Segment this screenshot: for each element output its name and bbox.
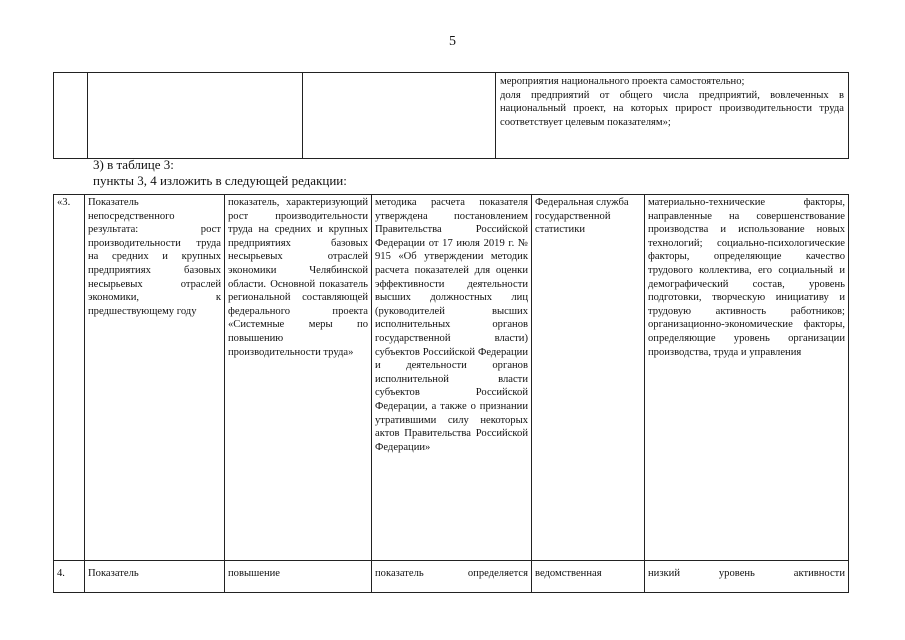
table-cell-text (496, 73, 849, 159)
instruction-line: пункты 3, 4 изложить в следующей редакции: (93, 173, 347, 188)
source-cell: ведомственная (532, 561, 645, 593)
factors-cell: низкий уровень активности (645, 561, 849, 593)
indicator-cell: Показатель (85, 561, 225, 593)
table-row (54, 73, 849, 159)
continued-table-fragment (53, 72, 849, 159)
factors-cell: материально-технические факторы, направленные на совершенствование производства и использование новых технологий; социально-психологические факторы, определяющие качество трудового коллектива, его социальный и демографический состав, уровень подготовки, творческую инициативу и трудовую активность работников; организационно-экономические факторы, определяющие уровень организации производства, труда и управления (645, 195, 849, 561)
paragraph: мероприятия национального проекта самостоятельно; (500, 76, 745, 87)
row-number: «3. (54, 195, 85, 561)
source-cell: Федеральная служба государственной статистики (532, 195, 645, 561)
table-row (54, 561, 849, 593)
page-number: 5 (449, 34, 456, 49)
instruction-line: 3) в таблице 3: (93, 157, 174, 172)
definition-cell: повышение (225, 561, 372, 593)
table-cell (54, 73, 88, 159)
table-cell (88, 73, 303, 159)
indicator-cell: Показатель непосредственного результата: рост производительности труда на средних и крупных предприятиях базовых несырьевых отраслей экономики, к предшествующему году (85, 195, 225, 561)
row-number: 4. (54, 561, 85, 593)
definition-cell: показатель, характеризующий рост производительности труда на средних и крупных предприятиях базовых несырьевых отраслей экономики Челябинской области. Основной показатель региональной составляющей федерального проекта «Системные меры по повышению производительности труда» (225, 195, 372, 561)
table-row (54, 195, 849, 561)
method-cell: показатель определяется (372, 561, 532, 593)
indicators-table (53, 194, 849, 593)
table-cell (303, 73, 496, 159)
paragraph: доля предприятий от общего числа предприятий, вовлеченных в национальный проект, на которых прирост производительности труда соответствует целевым показателям»; (500, 89, 844, 128)
method-cell: методика расчета показателя утверждена постановлением Правительства Российской Федерации от 17 июля 2019 г. № 915 «Об утверждении методик расчета показателей для оценки эффективности деятельности высших должностных лиц (руководителей высших исполнительных органов государственной власти) субъектов Российской Федерации и деятельности органов исполнительной власти субъектов Российской Федерации, а также о признании утратившими силу некоторых актов Правительства Российской Федерации» (372, 195, 532, 561)
